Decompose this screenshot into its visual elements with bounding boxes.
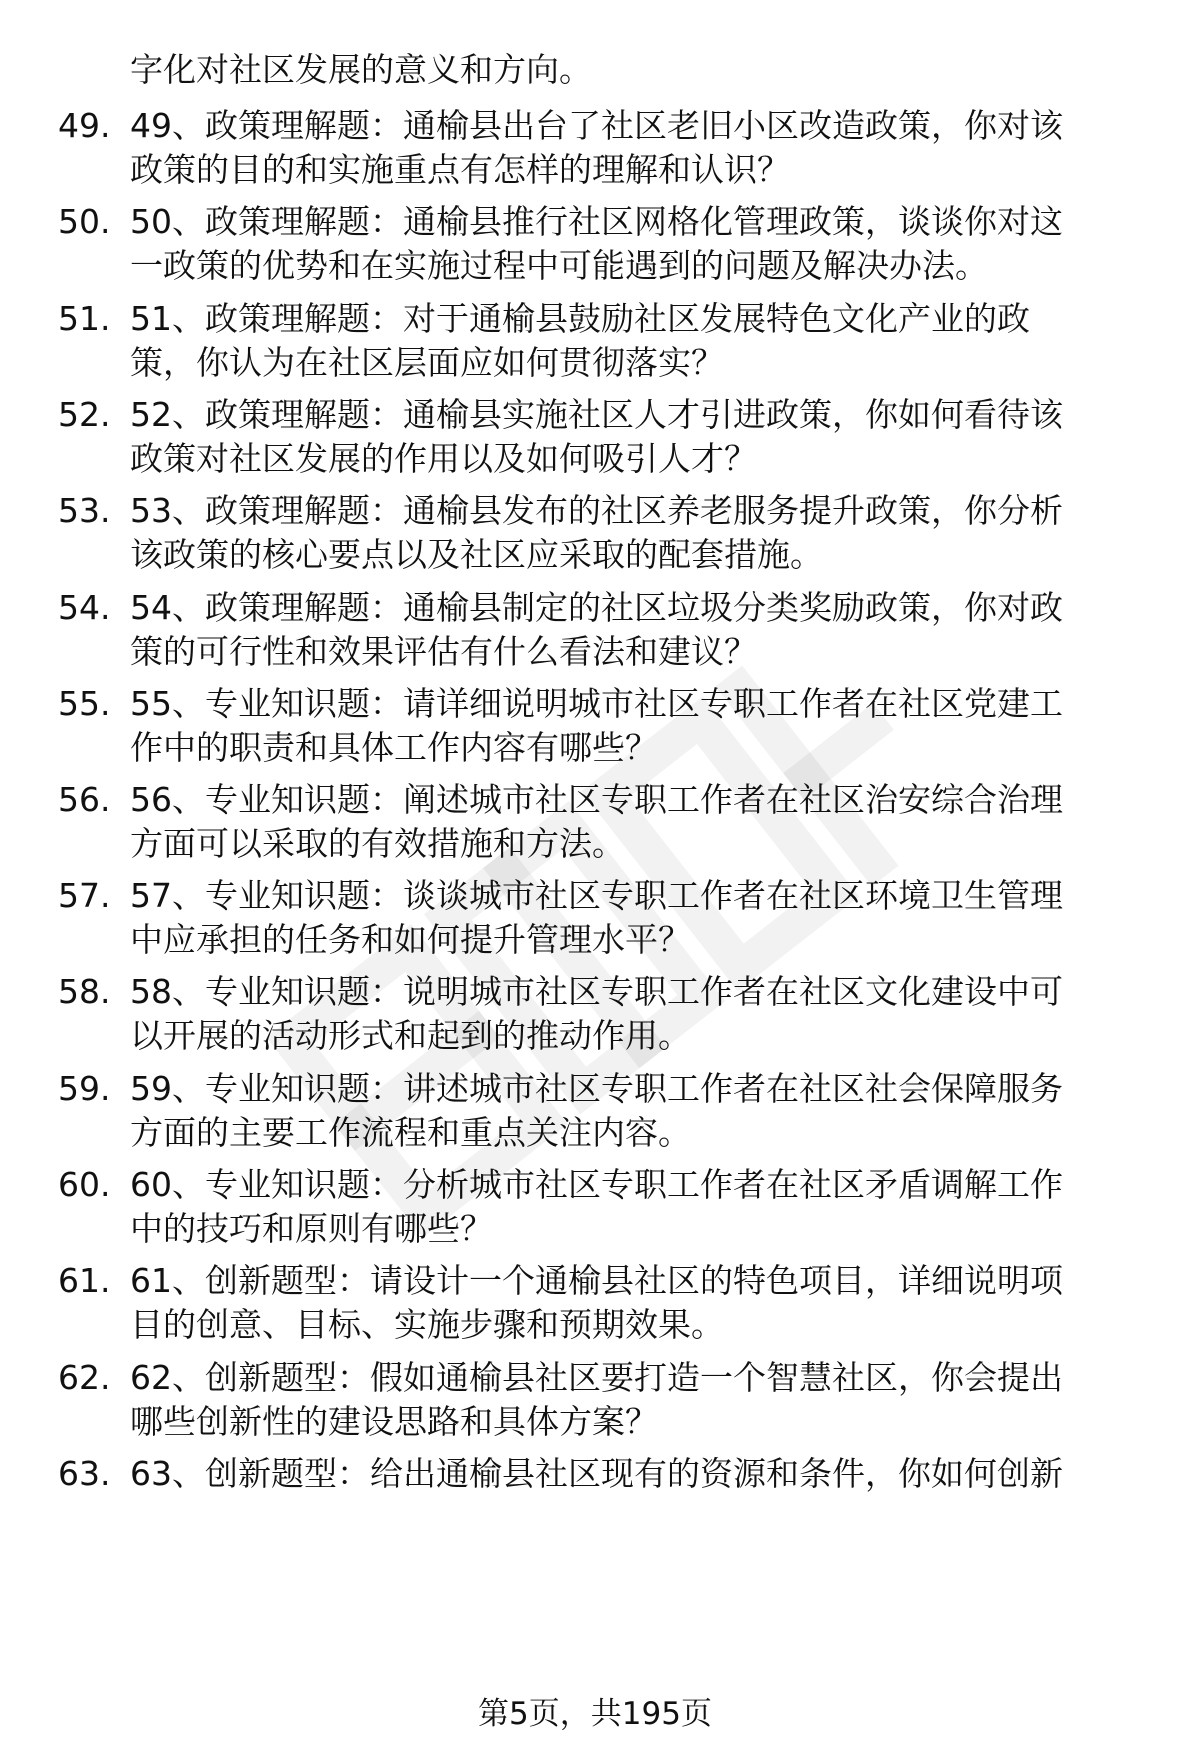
item-text-line: 目的创意、目标、实施步骤和预期效果。 [130,1305,724,1344]
item-text-line: 57、专业知识题：谈谈城市社区专职工作者在社区环境卫生管理 [130,876,1063,915]
list-item [0,297,1190,387]
item-text-line: 52、政策理解题：通榆县实施社区人才引进政策，你如何看待该 [130,395,1063,434]
item-text-line: 54、政策理解题：通榆县制定的社区垃圾分类奖励政策，你对政 [130,588,1063,627]
item-text-line: 61、创新题型：请设计一个通榆县社区的特色项目，详细说明项 [130,1261,1063,1300]
item-number: 49. [58,106,111,145]
list-item [0,1163,1190,1253]
list-item [0,1356,1190,1446]
item-text-line: 政策对社区发展的作用以及如何吸引人才？ [130,439,757,478]
continuation-text: 字化对社区发展的意义和方向。 [130,50,592,89]
list-item [0,778,1190,868]
item-text-line: 51、政策理解题：对于通榆县鼓励社区发展特色文化产业的政 [130,299,1030,338]
item-number: 53. [58,491,111,530]
item-text-line: 49、政策理解题：通榆县出台了社区老旧小区改造政策，你对该 [130,106,1063,145]
item-text-line: 政策的目的和实施重点有怎样的理解和认识？ [130,150,790,189]
item-number: 58. [58,972,111,1011]
item-text-line: 以开展的活动形式和起到的推动作用。 [130,1016,691,1055]
item-number: 54. [58,588,111,627]
item-text-line: 方面的主要工作流程和重点关注内容。 [130,1113,691,1152]
page-footer: 第5页，共195页 [478,1696,712,1732]
list-item [0,1067,1190,1157]
list-item [0,1259,1190,1349]
list-item [0,1452,1190,1542]
item-text-line: 一政策的优势和在实施过程中可能遇到的问题及解决办法。 [130,246,988,285]
list-item [0,586,1190,676]
item-number: 56. [58,780,111,819]
item-text-line: 策，你认为在社区层面应如何贯彻落实？ [130,343,724,382]
item-text-line: 方面可以采取的有效措施和方法。 [130,824,625,863]
item-text-line: 62、创新题型：假如通榆县社区要打造一个智慧社区，你会提出 [130,1358,1063,1397]
item-text-line: 策的可行性和效果评估有什么看法和建议？ [130,632,757,671]
list-item [0,200,1190,290]
list-item [0,970,1190,1060]
item-text-line: 58、专业知识题：说明城市社区专职工作者在社区文化建设中可 [130,972,1063,1011]
item-text-line: 53、政策理解题：通榆县发布的社区养老服务提升政策，你分析 [130,491,1063,530]
item-text-line: 59、专业知识题：讲述城市社区专职工作者在社区社会保障服务 [130,1069,1063,1108]
item-text-line: 中应承担的任务和如何提升管理水平？ [130,920,691,959]
item-number: 57. [58,876,111,915]
item-text-line: 60、专业知识题：分析城市社区专职工作者在社区矛盾调解工作 [130,1165,1063,1204]
list-item [0,682,1190,772]
item-number: 52. [58,395,111,434]
item-text-line: 55、专业知识题：请详细说明城市社区专职工作者在社区党建工 [130,684,1063,723]
item-text-line: 中的技巧和原则有哪些？ [130,1209,493,1248]
item-text-line: 50、政策理解题：通榆县推行社区网格化管理政策，谈谈你对这 [130,202,1063,241]
item-text-line: 56、专业知识题：阐述城市社区专职工作者在社区治安综合治理 [130,780,1063,819]
item-number: 59. [58,1069,111,1108]
item-number: 50. [58,202,111,241]
list-item [0,489,1190,579]
item-number: 51. [58,299,111,338]
list-item [0,104,1190,194]
item-number: 61. [58,1261,111,1300]
item-number: 63. [58,1454,111,1493]
item-number: 60. [58,1165,111,1204]
item-text-line: 哪些创新性的建设思路和具体方案？ [130,1402,658,1441]
item-text-line: 该政策的核心要点以及社区应采取的配套措施。 [130,535,823,574]
item-text-line: 63、创新题型：给出通榆县社区现有的资源和条件，你如何创新 [130,1454,1063,1493]
item-text-line: 作中的职责和具体工作内容有哪些？ [130,728,658,767]
list-item [0,393,1190,483]
list-item [0,874,1190,964]
item-number: 55. [58,684,111,723]
item-number: 62. [58,1358,111,1397]
